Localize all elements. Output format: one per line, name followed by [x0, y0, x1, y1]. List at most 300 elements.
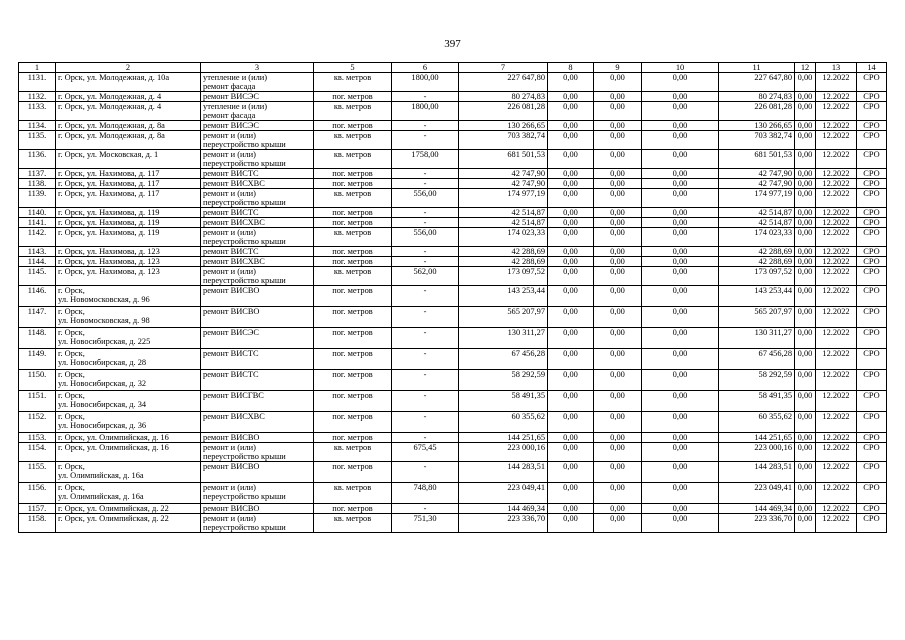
method-cell: СРО: [857, 92, 887, 102]
col9-cell: 0,00: [594, 443, 642, 462]
col8-cell: 0,00: [548, 208, 594, 218]
row-number-cell: 1144.: [19, 257, 56, 267]
col10-cell: 0,00: [642, 92, 719, 102]
deadline-cell: 12.2022: [816, 443, 857, 462]
method-cell: СРО: [857, 189, 887, 208]
address-cell: г. Орск, ул. Новомосковская, д. 96: [56, 286, 201, 307]
work-type-cell: утепление и (или) ремонт фасада: [201, 102, 314, 121]
work-type-cell: ремонт и (или) переустройство крыши: [201, 443, 314, 462]
method-cell: СРО: [857, 412, 887, 433]
col8-cell: 0,00: [548, 247, 594, 257]
col9-cell: 0,00: [594, 412, 642, 433]
col9-cell: 0,00: [594, 267, 642, 286]
col10-cell: 0,00: [642, 150, 719, 169]
deadline-cell: 12.2022: [816, 328, 857, 349]
cost-fund-cell: 223 336,70: [719, 514, 795, 533]
column-number-12: 12: [795, 63, 816, 73]
cost-total-cell: 60 355,62: [459, 412, 548, 433]
row-number-cell: 1134.: [19, 121, 56, 131]
work-type-cell: ремонт и (или) переустройство крыши: [201, 267, 314, 286]
address-cell: г. Орск, ул. Олимпийская, д. 16а: [56, 483, 201, 504]
col9-cell: 0,00: [594, 433, 642, 443]
work-type-cell: ремонт и (или) переустройство крыши: [201, 150, 314, 169]
row-number-cell: 1148.: [19, 328, 56, 349]
col10-cell: 0,00: [642, 189, 719, 208]
volume-cell: -: [392, 218, 459, 228]
cost-total-cell: 143 253,44: [459, 286, 548, 307]
col12-cell: 0,00: [795, 218, 816, 228]
cost-fund-cell: 144 283,51: [719, 462, 795, 483]
deadline-cell: 12.2022: [816, 257, 857, 267]
volume-cell: -: [392, 208, 459, 218]
deadline-cell: 12.2022: [816, 150, 857, 169]
col8-cell: 0,00: [548, 328, 594, 349]
table-row: [19, 433, 887, 443]
unit-cell: пог. метров: [314, 247, 392, 257]
cost-total-cell: 80 274,83: [459, 92, 548, 102]
col10-cell: 0,00: [642, 462, 719, 483]
col8-cell: 0,00: [548, 370, 594, 391]
deadline-cell: 12.2022: [816, 208, 857, 218]
col9-cell: 0,00: [594, 462, 642, 483]
unit-cell: кв. метров: [314, 102, 392, 121]
col12-cell: 0,00: [795, 189, 816, 208]
unit-cell: пог. метров: [314, 504, 392, 514]
cost-total-cell: 42 514,87: [459, 208, 548, 218]
deadline-cell: 12.2022: [816, 102, 857, 121]
cost-total-cell: 144 283,51: [459, 462, 548, 483]
col9-cell: 0,00: [594, 504, 642, 514]
table-row: [19, 169, 887, 179]
work-type-cell: ремонт ВИСВО: [201, 462, 314, 483]
table-row: [19, 257, 887, 267]
row-number-cell: 1155.: [19, 462, 56, 483]
unit-cell: кв. метров: [314, 150, 392, 169]
col9-cell: 0,00: [594, 247, 642, 257]
work-type-cell: ремонт ВИСВО: [201, 307, 314, 328]
col10-cell: 0,00: [642, 102, 719, 121]
address-cell: г. Орск, ул. Олимпийская, д. 16: [56, 443, 201, 462]
col12-cell: 0,00: [795, 73, 816, 92]
col10-cell: 0,00: [642, 169, 719, 179]
col12-cell: 0,00: [795, 208, 816, 218]
cost-fund-cell: 58 292,59: [719, 370, 795, 391]
method-cell: СРО: [857, 349, 887, 370]
col9-cell: 0,00: [594, 179, 642, 189]
col10-cell: 0,00: [642, 443, 719, 462]
column-number-13: 13: [816, 63, 857, 73]
cost-fund-cell: 130 266,65: [719, 121, 795, 131]
deadline-cell: 12.2022: [816, 433, 857, 443]
work-type-cell: утепление и (или) ремонт фасада: [201, 73, 314, 92]
method-cell: СРО: [857, 247, 887, 257]
work-type-cell: ремонт ВИСТС: [201, 349, 314, 370]
col10-cell: 0,00: [642, 433, 719, 443]
address-cell: г. Орск, ул. Новосибирская, д. 28: [56, 349, 201, 370]
cost-fund-cell: 223 049,41: [719, 483, 795, 504]
cost-fund-cell: 143 253,44: [719, 286, 795, 307]
unit-cell: кв. метров: [314, 73, 392, 92]
method-cell: СРО: [857, 150, 887, 169]
col10-cell: 0,00: [642, 391, 719, 412]
col12-cell: 0,00: [795, 257, 816, 267]
column-number-8: 8: [548, 63, 594, 73]
work-type-cell: ремонт ВИСЭС: [201, 121, 314, 131]
col8-cell: 0,00: [548, 73, 594, 92]
method-cell: СРО: [857, 514, 887, 533]
col12-cell: 0,00: [795, 121, 816, 131]
method-cell: СРО: [857, 504, 887, 514]
table-row: [19, 349, 887, 370]
col9-cell: 0,00: [594, 102, 642, 121]
cost-total-cell: 223 049,41: [459, 483, 548, 504]
work-type-cell: ремонт ВИСХВС: [201, 257, 314, 267]
col10-cell: 0,00: [642, 267, 719, 286]
volume-cell: -: [392, 391, 459, 412]
work-type-cell: ремонт ВИСХВС: [201, 179, 314, 189]
method-cell: СРО: [857, 328, 887, 349]
cost-total-cell: 42 288,69: [459, 257, 548, 267]
cost-total-cell: 130 311,27: [459, 328, 548, 349]
column-number-1: 1: [19, 63, 56, 73]
col10-cell: 0,00: [642, 370, 719, 391]
row-number-cell: 1136.: [19, 150, 56, 169]
method-cell: СРО: [857, 307, 887, 328]
col9-cell: 0,00: [594, 349, 642, 370]
col10-cell: 0,00: [642, 218, 719, 228]
method-cell: СРО: [857, 218, 887, 228]
volume-cell: 751,30: [392, 514, 459, 533]
row-number-cell: 1143.: [19, 247, 56, 257]
volume-cell: -: [392, 286, 459, 307]
cost-fund-cell: 42 747,90: [719, 169, 795, 179]
cost-fund-cell: 144 469,34: [719, 504, 795, 514]
volume-cell: 562,00: [392, 267, 459, 286]
unit-cell: кв. метров: [314, 267, 392, 286]
col8-cell: 0,00: [548, 483, 594, 504]
row-number-cell: 1149.: [19, 349, 56, 370]
deadline-cell: 12.2022: [816, 307, 857, 328]
address-cell: г. Орск, ул. Нахимова, д. 123: [56, 247, 201, 257]
col9-cell: 0,00: [594, 92, 642, 102]
cost-fund-cell: 42 514,87: [719, 208, 795, 218]
col12-cell: 0,00: [795, 349, 816, 370]
deadline-cell: 12.2022: [816, 73, 857, 92]
cost-fund-cell: 58 491,35: [719, 391, 795, 412]
col9-cell: 0,00: [594, 286, 642, 307]
cost-total-cell: 144 469,34: [459, 504, 548, 514]
volume-cell: -: [392, 247, 459, 257]
col8-cell: 0,00: [548, 189, 594, 208]
column-number-7: 7: [459, 63, 548, 73]
table-row: [19, 307, 887, 328]
cost-total-cell: 42 288,69: [459, 247, 548, 257]
table-row: [19, 218, 887, 228]
work-type-cell: ремонт ВИСТС: [201, 208, 314, 218]
col8-cell: 0,00: [548, 228, 594, 247]
cost-total-cell: 227 647,80: [459, 73, 548, 92]
column-number-5: 5: [314, 63, 392, 73]
col12-cell: 0,00: [795, 412, 816, 433]
col12-cell: 0,00: [795, 247, 816, 257]
work-type-cell: ремонт ВИСЭС: [201, 92, 314, 102]
row-number-cell: 1132.: [19, 92, 56, 102]
address-cell: г. Орск, ул. Молодежная, д. 4: [56, 102, 201, 121]
cost-total-cell: 174 023,33: [459, 228, 548, 247]
volume-cell: -: [392, 169, 459, 179]
volume-cell: -: [392, 349, 459, 370]
address-cell: г. Орск, ул. Олимпийская, д. 16а: [56, 462, 201, 483]
unit-cell: пог. метров: [314, 257, 392, 267]
cost-fund-cell: 227 647,80: [719, 73, 795, 92]
unit-cell: пог. метров: [314, 412, 392, 433]
unit-cell: пог. метров: [314, 121, 392, 131]
address-cell: г. Орск, ул. Молодежная, д. 10а: [56, 73, 201, 92]
col10-cell: 0,00: [642, 483, 719, 504]
cost-total-cell: 174 977,19: [459, 189, 548, 208]
cost-total-cell: 565 207,97: [459, 307, 548, 328]
volume-cell: -: [392, 121, 459, 131]
volume-cell: -: [392, 370, 459, 391]
col8-cell: 0,00: [548, 179, 594, 189]
work-type-cell: ремонт ВИСГВС: [201, 391, 314, 412]
cost-fund-cell: 226 081,28: [719, 102, 795, 121]
col12-cell: 0,00: [795, 391, 816, 412]
col12-cell: 0,00: [795, 169, 816, 179]
volume-cell: 675,45: [392, 443, 459, 462]
col8-cell: 0,00: [548, 267, 594, 286]
row-number-cell: 1137.: [19, 169, 56, 179]
volume-cell: 556,00: [392, 189, 459, 208]
method-cell: СРО: [857, 131, 887, 150]
method-cell: СРО: [857, 267, 887, 286]
method-cell: СРО: [857, 443, 887, 462]
deadline-cell: 12.2022: [816, 483, 857, 504]
cost-total-cell: 681 501,53: [459, 150, 548, 169]
volume-cell: -: [392, 179, 459, 189]
row-number-cell: 1145.: [19, 267, 56, 286]
volume-cell: -: [392, 412, 459, 433]
col10-cell: 0,00: [642, 208, 719, 218]
row-number-cell: 1135.: [19, 131, 56, 150]
cost-fund-cell: 173 097,52: [719, 267, 795, 286]
deadline-cell: 12.2022: [816, 514, 857, 533]
address-cell: г. Орск, ул. Новосибирская, д. 32: [56, 370, 201, 391]
col9-cell: 0,00: [594, 391, 642, 412]
volume-cell: 1758,00: [392, 150, 459, 169]
deadline-cell: 12.2022: [816, 218, 857, 228]
address-cell: г. Орск, ул. Нахимова, д. 119: [56, 228, 201, 247]
table-row: [19, 189, 887, 208]
col9-cell: 0,00: [594, 328, 642, 349]
row-number-cell: 1157.: [19, 504, 56, 514]
method-cell: СРО: [857, 208, 887, 218]
col8-cell: 0,00: [548, 443, 594, 462]
address-cell: г. Орск, ул. Молодежная, д. 4: [56, 92, 201, 102]
repair-registry-table: [18, 62, 887, 533]
col8-cell: 0,00: [548, 286, 594, 307]
cost-fund-cell: 67 456,28: [719, 349, 795, 370]
col10-cell: 0,00: [642, 328, 719, 349]
unit-cell: пог. метров: [314, 349, 392, 370]
col8-cell: 0,00: [548, 92, 594, 102]
work-type-cell: ремонт и (или) переустройство крыши: [201, 228, 314, 247]
method-cell: СРО: [857, 102, 887, 121]
col8-cell: 0,00: [548, 349, 594, 370]
cost-fund-cell: 60 355,62: [719, 412, 795, 433]
work-type-cell: ремонт ВИСВО: [201, 286, 314, 307]
address-cell: г. Орск, ул. Новосибирская, д. 34: [56, 391, 201, 412]
cost-fund-cell: 42 514,87: [719, 218, 795, 228]
cost-fund-cell: 681 501,53: [719, 150, 795, 169]
table-row: [19, 208, 887, 218]
col9-cell: 0,00: [594, 150, 642, 169]
work-type-cell: ремонт ВИСВО: [201, 433, 314, 443]
cost-total-cell: 58 292,59: [459, 370, 548, 391]
deadline-cell: 12.2022: [816, 121, 857, 131]
col9-cell: 0,00: [594, 257, 642, 267]
volume-cell: -: [392, 131, 459, 150]
table-row: [19, 247, 887, 257]
deadline-cell: 12.2022: [816, 462, 857, 483]
row-number-cell: 1138.: [19, 179, 56, 189]
address-cell: г. Орск, ул. Нахимова, д. 117: [56, 179, 201, 189]
col12-cell: 0,00: [795, 102, 816, 121]
column-number-3: 3: [201, 63, 314, 73]
method-cell: СРО: [857, 370, 887, 391]
work-type-cell: ремонт ВИСТС: [201, 247, 314, 257]
address-cell: г. Орск, ул. Молодежная, д. 8а: [56, 121, 201, 131]
volume-cell: -: [392, 433, 459, 443]
deadline-cell: 12.2022: [816, 131, 857, 150]
table-row: [19, 179, 887, 189]
work-type-cell: ремонт ВИСХВС: [201, 218, 314, 228]
col12-cell: 0,00: [795, 504, 816, 514]
address-cell: г. Орск, ул. Молодежная, д. 8а: [56, 131, 201, 150]
unit-cell: пог. метров: [314, 286, 392, 307]
table-row: [19, 370, 887, 391]
table-row: [19, 121, 887, 131]
row-number-cell: 1139.: [19, 189, 56, 208]
address-cell: г. Орск, ул. Новосибирская, д. 36: [56, 412, 201, 433]
col8-cell: 0,00: [548, 514, 594, 533]
cost-fund-cell: 174 023,33: [719, 228, 795, 247]
volume-cell: 556,00: [392, 228, 459, 247]
col9-cell: 0,00: [594, 370, 642, 391]
col10-cell: 0,00: [642, 257, 719, 267]
cost-fund-cell: 42 288,69: [719, 247, 795, 257]
volume-cell: -: [392, 328, 459, 349]
col8-cell: 0,00: [548, 412, 594, 433]
col12-cell: 0,00: [795, 131, 816, 150]
deadline-cell: 12.2022: [816, 504, 857, 514]
row-number-cell: 1156.: [19, 483, 56, 504]
table-row: [19, 286, 887, 307]
col8-cell: 0,00: [548, 504, 594, 514]
col12-cell: 0,00: [795, 286, 816, 307]
col8-cell: 0,00: [548, 131, 594, 150]
address-cell: г. Орск, ул. Нахимова, д. 119: [56, 208, 201, 218]
address-cell: г. Орск, ул. Нахимова, д. 123: [56, 267, 201, 286]
col12-cell: 0,00: [795, 514, 816, 533]
col8-cell: 0,00: [548, 257, 594, 267]
address-cell: г. Орск, ул. Новосибирская, д. 225: [56, 328, 201, 349]
method-cell: СРО: [857, 391, 887, 412]
col12-cell: 0,00: [795, 443, 816, 462]
col10-cell: 0,00: [642, 228, 719, 247]
address-cell: г. Орск, ул. Нахимова, д. 119: [56, 218, 201, 228]
col12-cell: 0,00: [795, 328, 816, 349]
col8-cell: 0,00: [548, 169, 594, 179]
cost-total-cell: 223 336,70: [459, 514, 548, 533]
volume-cell: -: [392, 462, 459, 483]
col10-cell: 0,00: [642, 349, 719, 370]
unit-cell: пог. метров: [314, 307, 392, 328]
column-number-10: 10: [642, 63, 719, 73]
address-cell: г. Орск, ул. Московская, д. 1: [56, 150, 201, 169]
col9-cell: 0,00: [594, 208, 642, 218]
deadline-cell: 12.2022: [816, 247, 857, 257]
unit-cell: кв. метров: [314, 131, 392, 150]
address-cell: г. Орск, ул. Новомосковская, д. 98: [56, 307, 201, 328]
table-row: [19, 514, 887, 533]
work-type-cell: ремонт ВИСТС: [201, 370, 314, 391]
address-cell: г. Орск, ул. Нахимова, д. 123: [56, 257, 201, 267]
col12-cell: 0,00: [795, 462, 816, 483]
col10-cell: 0,00: [642, 514, 719, 533]
table-row: [19, 328, 887, 349]
unit-cell: пог. метров: [314, 218, 392, 228]
row-number-cell: 1140.: [19, 208, 56, 218]
cost-fund-cell: 703 382,74: [719, 131, 795, 150]
volume-cell: 1800,00: [392, 73, 459, 92]
table-row: [19, 504, 887, 514]
work-type-cell: ремонт и (или) переустройство крыши: [201, 131, 314, 150]
cost-fund-cell: 223 000,16: [719, 443, 795, 462]
table-row: [19, 267, 887, 286]
col12-cell: 0,00: [795, 228, 816, 247]
cost-total-cell: 42 747,90: [459, 169, 548, 179]
col9-cell: 0,00: [594, 228, 642, 247]
cost-fund-cell: 174 977,19: [719, 189, 795, 208]
method-cell: СРО: [857, 169, 887, 179]
deadline-cell: 12.2022: [816, 349, 857, 370]
row-number-cell: 1146.: [19, 286, 56, 307]
col9-cell: 0,00: [594, 121, 642, 131]
col10-cell: 0,00: [642, 504, 719, 514]
unit-cell: пог. метров: [314, 391, 392, 412]
work-type-cell: ремонт и (или) переустройство крыши: [201, 514, 314, 533]
col12-cell: 0,00: [795, 179, 816, 189]
col10-cell: 0,00: [642, 121, 719, 131]
method-cell: СРО: [857, 73, 887, 92]
col9-cell: 0,00: [594, 483, 642, 504]
table-row: [19, 102, 887, 121]
col10-cell: 0,00: [642, 286, 719, 307]
unit-cell: кв. метров: [314, 228, 392, 247]
volume-cell: -: [392, 92, 459, 102]
cost-fund-cell: 130 311,27: [719, 328, 795, 349]
table-row: [19, 412, 887, 433]
unit-cell: кв. метров: [314, 483, 392, 504]
cost-fund-cell: 565 207,97: [719, 307, 795, 328]
cost-total-cell: 42 514,87: [459, 218, 548, 228]
deadline-cell: 12.2022: [816, 228, 857, 247]
col12-cell: 0,00: [795, 370, 816, 391]
row-number-cell: 1142.: [19, 228, 56, 247]
cost-fund-cell: 42 747,90: [719, 179, 795, 189]
col8-cell: 0,00: [548, 218, 594, 228]
